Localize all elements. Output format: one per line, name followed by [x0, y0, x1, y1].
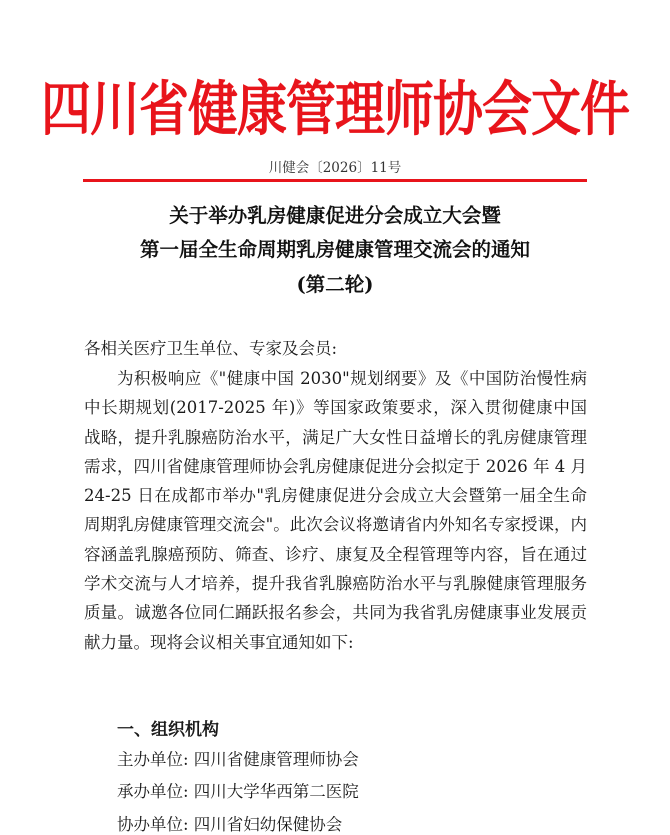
notice-title-line-2: 第一届全生命周期乳房健康管理交流会的通知 [139, 238, 530, 261]
organizer-line: 主办单位: 四川省健康管理师协会 [117, 750, 359, 769]
notice-title-line-1: 关于举办乳房健康促进分会成立大会暨 [169, 204, 501, 227]
document-number: 川健会〔2026〕11号 [268, 160, 402, 176]
salutation: 各相关医疗卫生单位、专家及会员: [84, 339, 338, 358]
host-line: 承办单位: 四川大学华西第二医院 [117, 782, 359, 801]
document-header-title: 四川省健康管理师协会文件 [41, 73, 629, 144]
red-divider-line [83, 179, 587, 182]
co-organizer-line: 协办单位: 四川省妇幼保健协会 [117, 815, 343, 834]
section-heading-organization: 一、组织机构 [117, 720, 219, 740]
notice-title-round: (第二轮) [296, 273, 374, 296]
intro-paragraph: 为积极响应《"健康中国 2030"规划纲要》及《中国防治慢性病中长期规划(2017-2025 年)》等国家政策要求，深入贯彻健康中国战略，提升乳腺癌防治水平，满足广大女性日益增长的乳房健康管理需求，四川省健康管理师协会乳房健康促进分会拟定于 2026 年 4 月 24-25 日在成都市举办"乳房健康促进分会成立大会暨第一届全生命周期乳房健康管理交流会"。此次会议将邀请省内外知名专家授课，内容涵盖乳腺癌预防、筛查、诊疗、康复及全程管理等内容，旨在通过学术交流与人才培养，提升我省乳腺癌防治水平与乳腺健康管理服务质量。诚邀各位同仁踊跃报名参会，共同为我省乳房健康事业发展贡献力量。现将会议相关事宜通知如下: [84, 369, 587, 652]
